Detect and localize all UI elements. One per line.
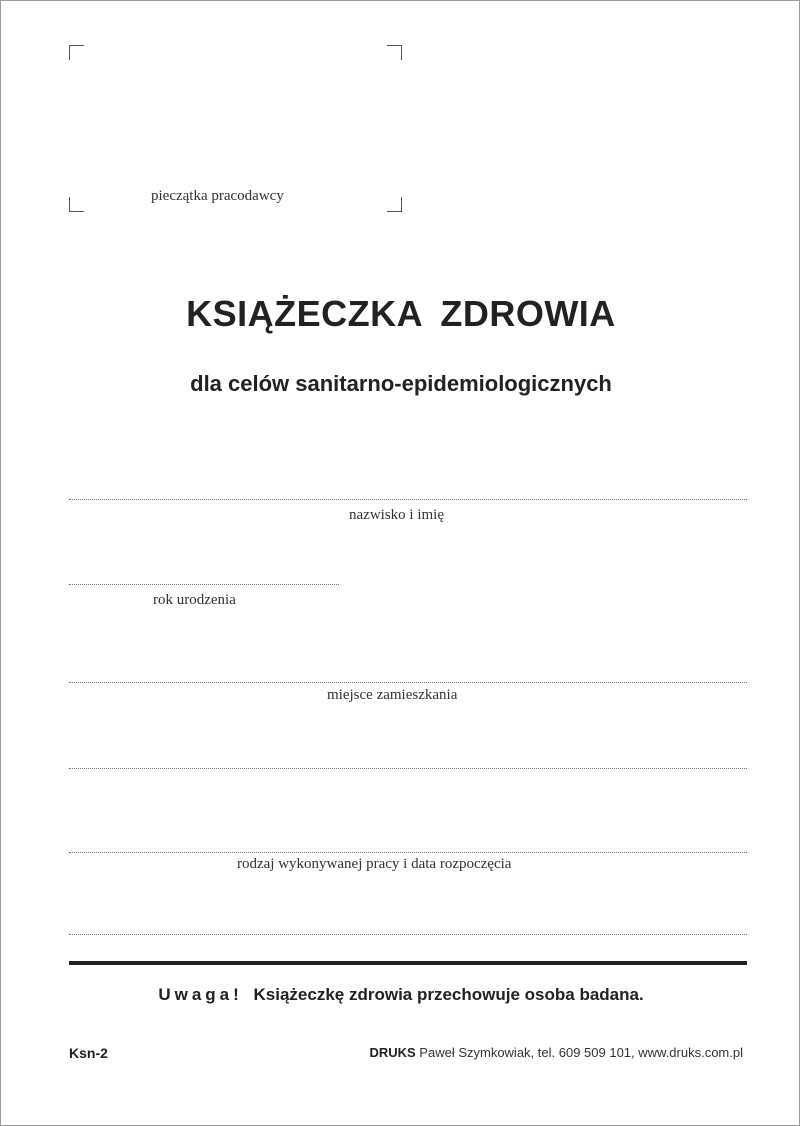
work-field-label: rodzaj wykonywanej pracy i data rozpoczęcia bbox=[237, 856, 512, 872]
stamp-area-corner-bottom-left bbox=[69, 197, 84, 212]
work-field-line-2[interactable] bbox=[69, 852, 747, 853]
stamp-area-corner-top-left bbox=[69, 45, 84, 60]
stamp-label: pieczątka pracodawcy bbox=[151, 188, 284, 204]
stamp-area-corner-bottom-right bbox=[387, 197, 402, 212]
birth-year-field-label: rok urodzenia bbox=[153, 592, 236, 608]
stamp-area-corner-top-right bbox=[387, 45, 402, 60]
publisher-details: Paweł Szymkowiak, tel. 609 509 101, www.druks.com.pl bbox=[419, 1045, 743, 1060]
name-field-label: nazwisko i imię bbox=[349, 507, 444, 523]
residence-field-line[interactable] bbox=[69, 682, 747, 683]
notice-prefix: Uwaga! bbox=[158, 985, 243, 1004]
publisher-info bbox=[369, 1045, 743, 1060]
name-field-line[interactable] bbox=[69, 499, 747, 500]
birth-year-field-line[interactable] bbox=[69, 584, 339, 585]
publisher-brand: DRUKS bbox=[369, 1045, 416, 1060]
storage-notice bbox=[1, 985, 800, 1005]
extra-field-line[interactable] bbox=[69, 934, 747, 935]
form-code: Ksn-2 bbox=[69, 1045, 108, 1061]
document-subtitle: dla celów sanitarno-epidemiologicznych bbox=[190, 371, 612, 396]
residence-field-label: miejsce zamieszkania bbox=[327, 687, 458, 703]
notice-text: Książeczkę zdrowia przechowuje osoba badana. bbox=[253, 985, 644, 1004]
work-field-line-1[interactable] bbox=[69, 768, 747, 769]
document-title: KSIĄŻECZKA ZDROWIA bbox=[186, 293, 616, 334]
divider-rule bbox=[69, 961, 747, 965]
